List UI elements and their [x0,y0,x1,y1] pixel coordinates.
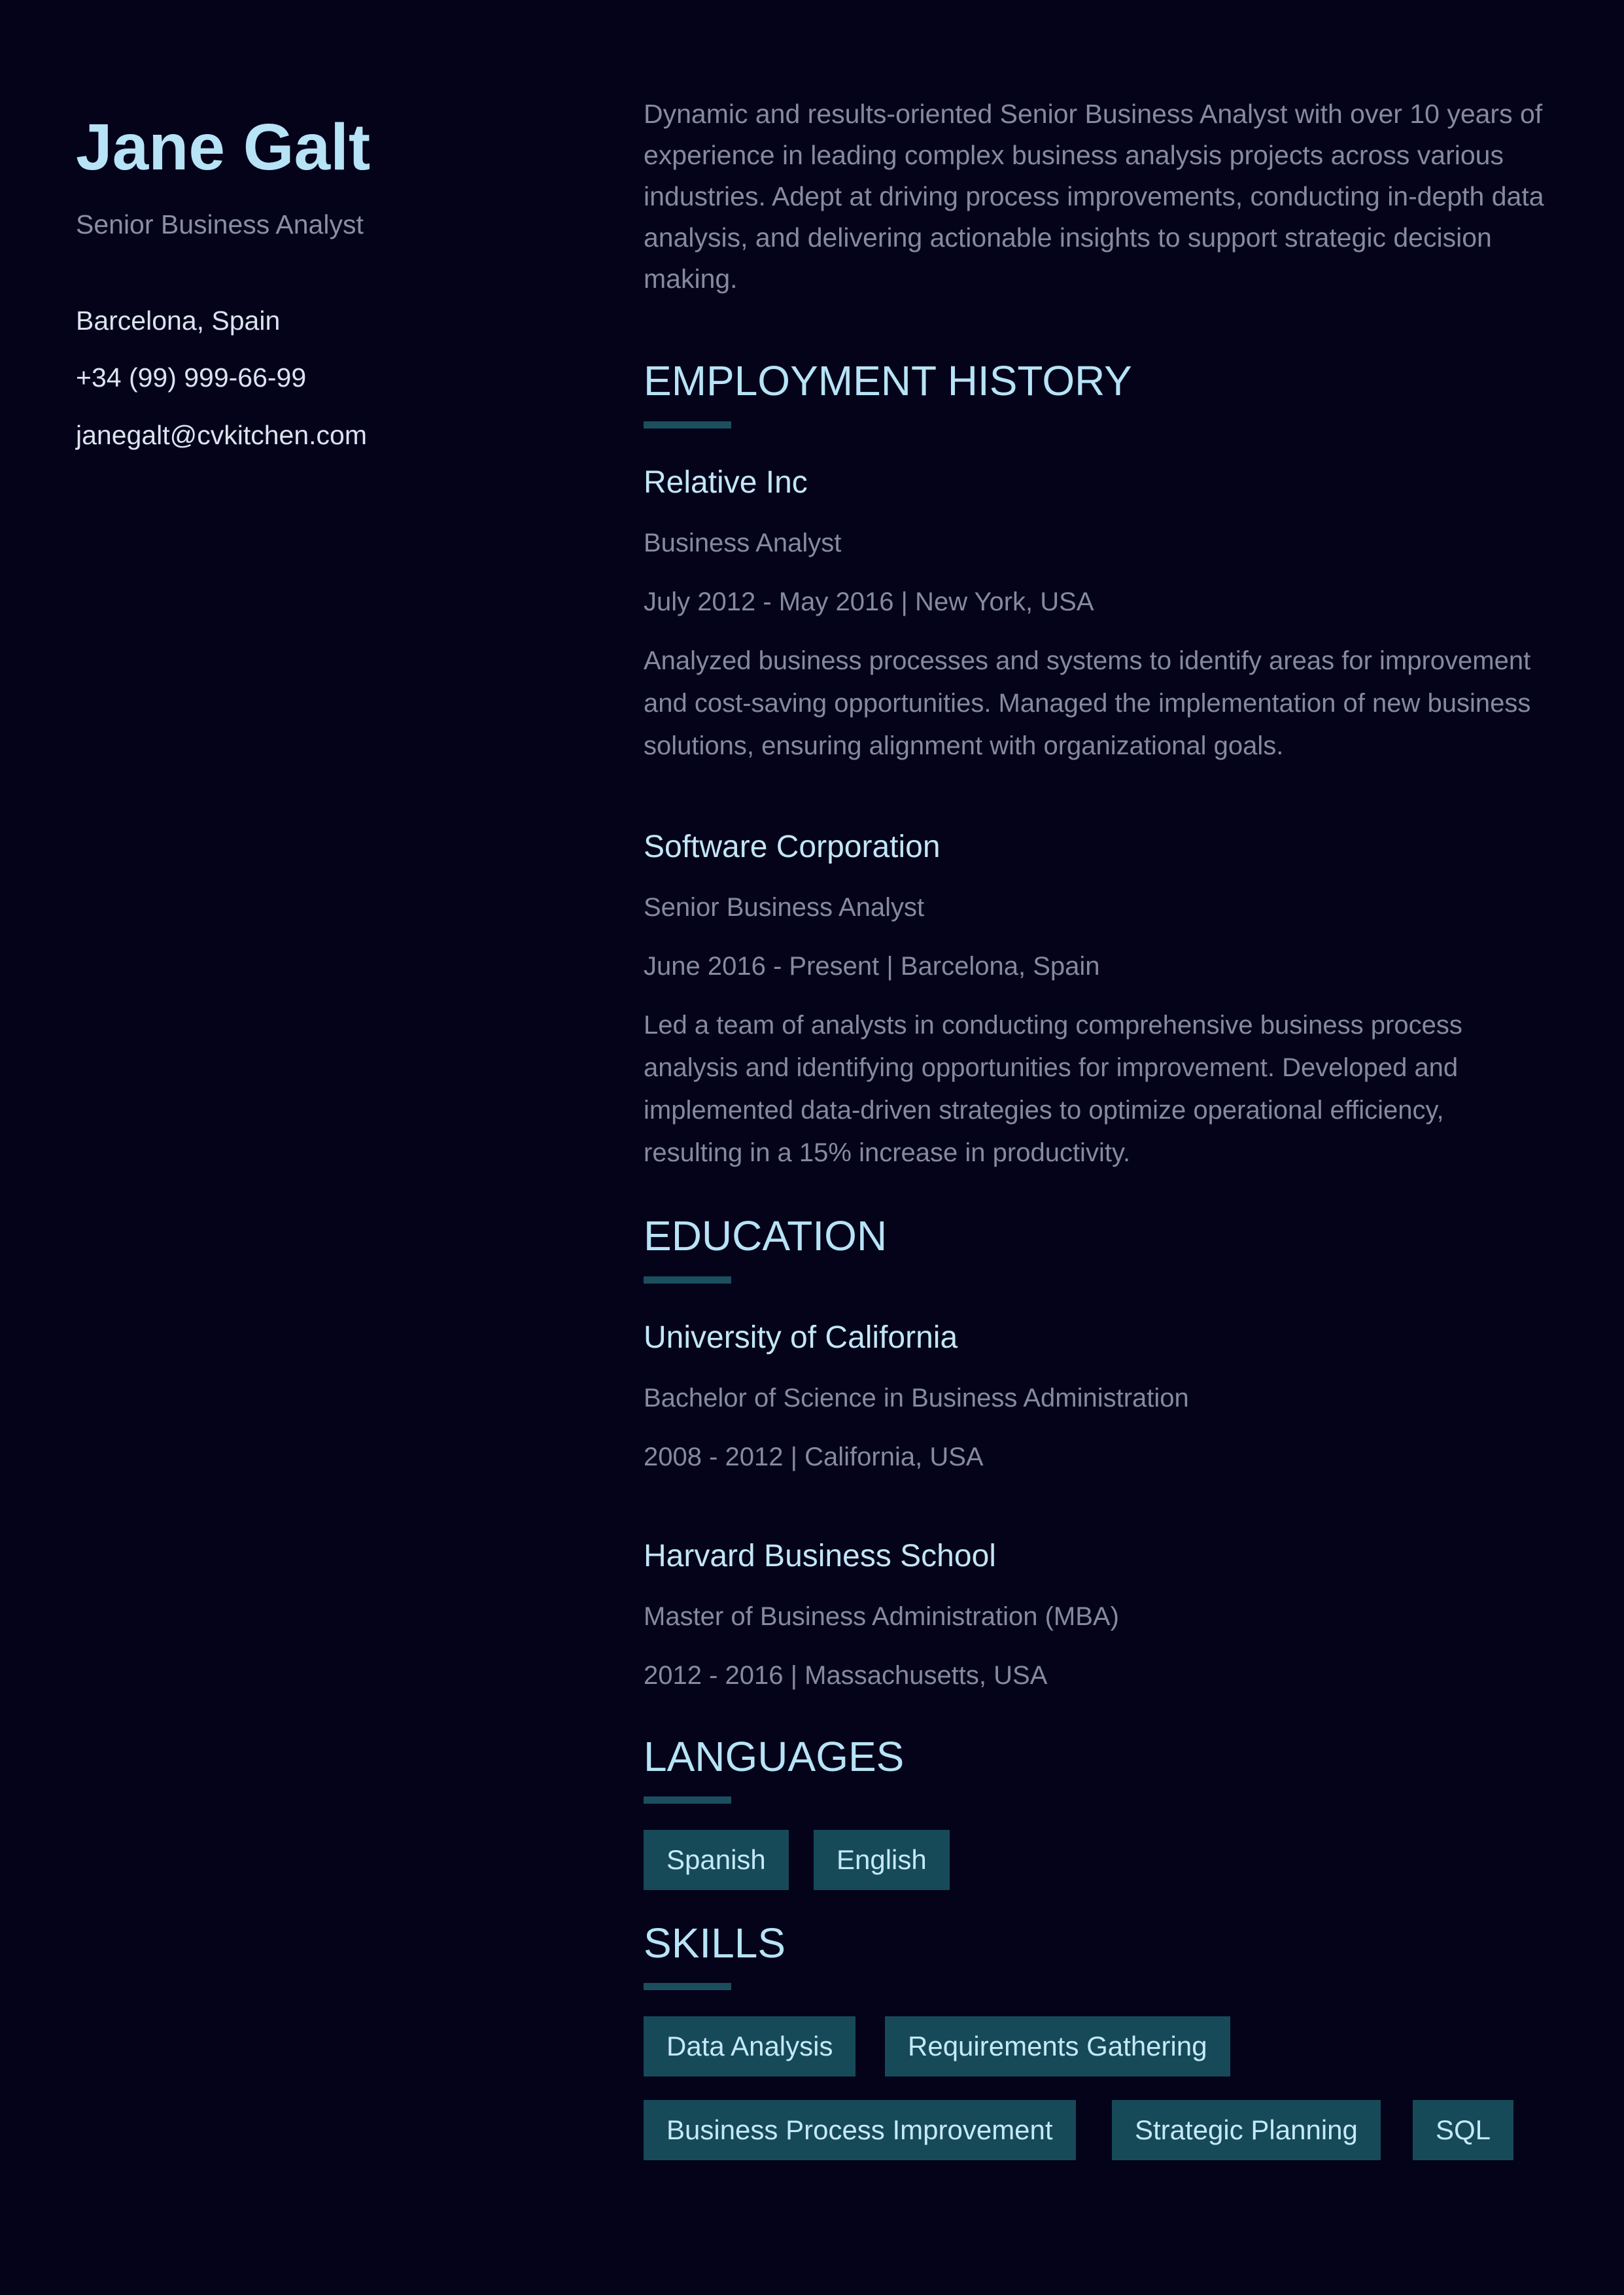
profile-summary: Dynamic and results-oriented Senior Business Analyst with over 10 years of experience in leading complex business analysis projects across various industries. Adept at driving process improvements, conducting in-depth data analysis, and delivering actionable insights to support strategic decision making. [644,99,1544,294]
language-chip: English [814,1830,950,1890]
job-role: Business Analyst [644,529,842,557]
job-title: Senior Business Analyst [76,209,364,239]
section-title-education: EDUCATION [644,1212,888,1259]
section-underline [644,421,731,429]
language-chip: Spanish [644,1830,789,1890]
section-title-employment: EMPLOYMENT HISTORY [644,357,1132,404]
section-underline [644,1276,731,1284]
education-dates: 2008 - 2012 | California, USA [644,1443,984,1471]
section-title-skills: SKILLS [644,1919,786,1967]
phone-number: +34 (99) 999-66-99 [76,362,307,393]
section-title-languages: LANGUAGES [644,1733,905,1780]
skill-chip: Business Process Improvement [644,2100,1076,2160]
company-name: Relative Inc [644,465,808,500]
school-name: University of California [644,1320,958,1355]
skill-chip: Data Analysis [644,2016,855,2076]
email-address: janegalt@cvkitchen.com [76,420,367,450]
job-description: Analyzed business processes and systems to identify areas for improvement and cost-saving opportunities. Managed the implementation of new business solutions, ensuring alignment with organizational goals. [644,646,1531,760]
skill-chip: Requirements Gathering [885,2016,1230,2076]
section-underline [644,1983,731,1990]
school-name: Harvard Business School [644,1539,996,1573]
location: Barcelona, Spain [76,306,281,336]
degree: Master of Business Administration (MBA) [644,1602,1119,1631]
section-underline [644,1796,731,1804]
job-role: Senior Business Analyst [644,893,925,922]
degree: Bachelor of Science in Business Administration [644,1384,1189,1412]
skill-chip: SQL [1413,2100,1513,2160]
job-description: Led a team of analysts in conducting comprehensive business process analysis and identifying opportunities for improvement. Developed and implemented data-driven strategies to optimize operational efficiency, resulting in a 15% increase in productivity. [644,1011,1462,1167]
candidate-name: Jane Galt [76,111,371,184]
skill-chip: Strategic Planning [1112,2100,1381,2160]
company-name: Software Corporation [644,830,941,864]
job-dates: June 2016 - Present | Barcelona, Spain [644,952,1100,981]
education-dates: 2012 - 2016 | Massachusetts, USA [644,1661,1048,1690]
job-dates: July 2012 - May 2016 | New York, USA [644,587,1094,616]
